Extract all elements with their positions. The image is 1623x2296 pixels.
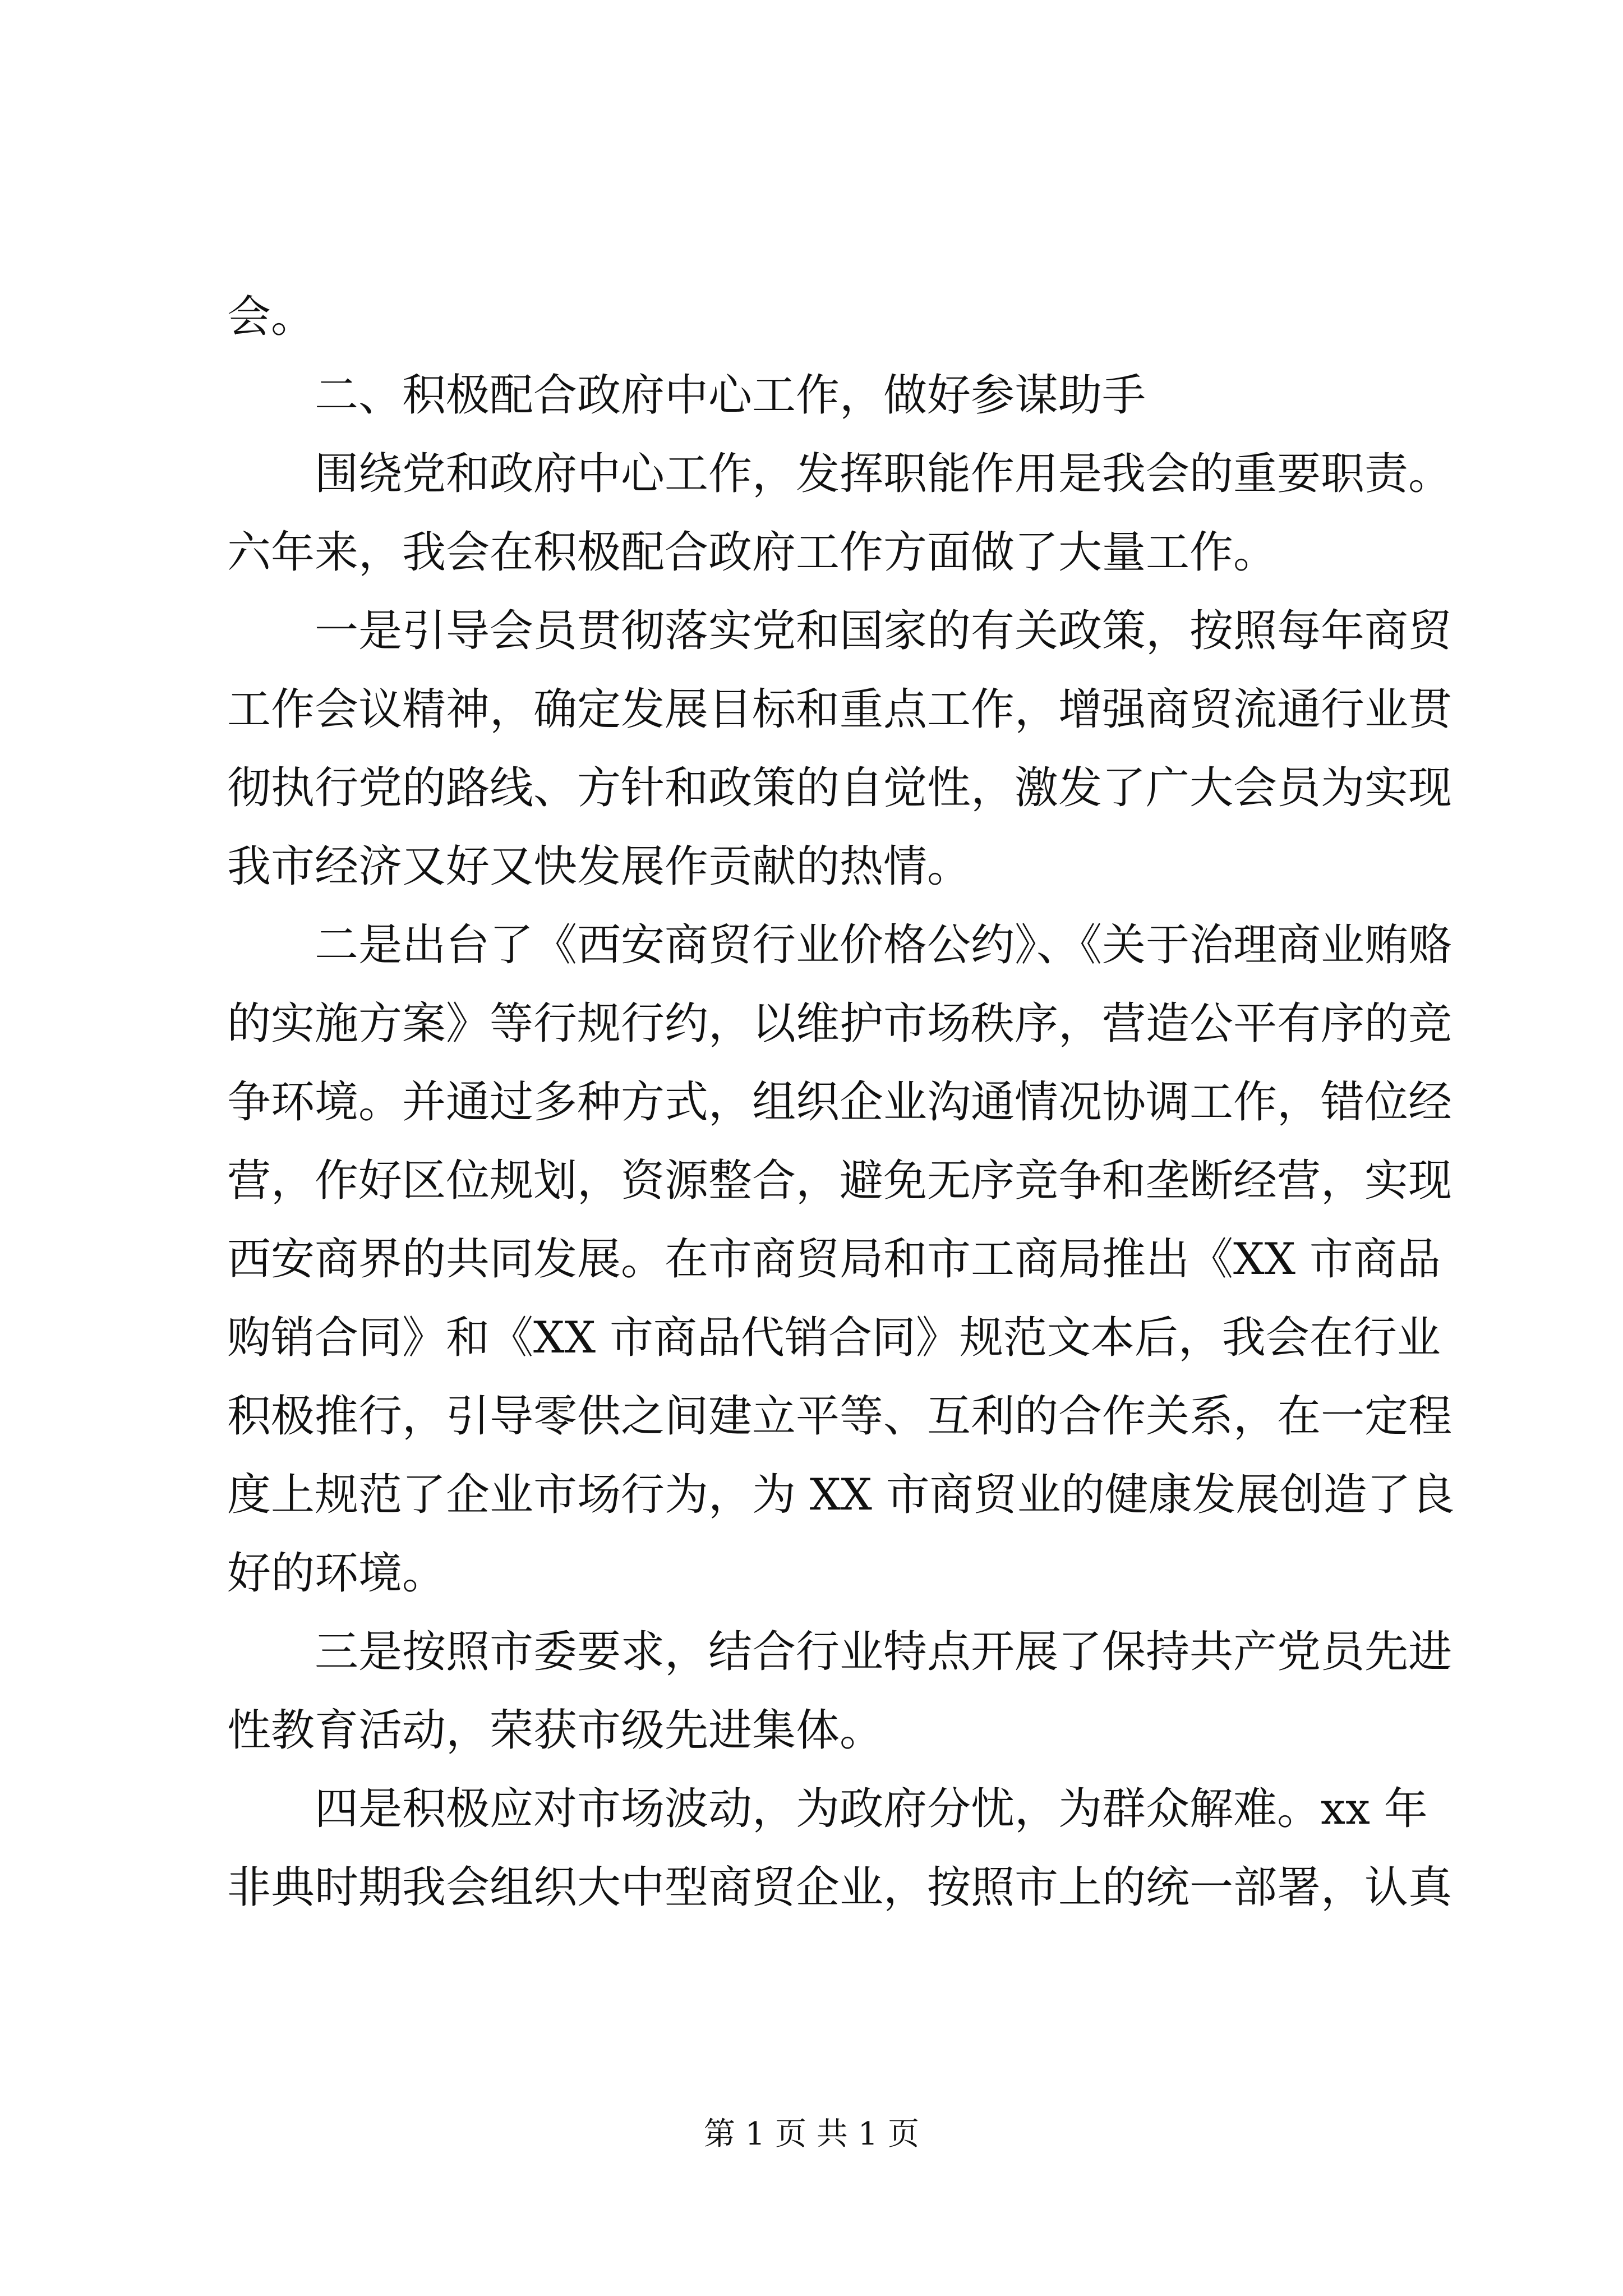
body-line-3: 围绕党和政府中心工作，发挥职能作用是我会的重要职责。 (227, 449, 1453, 499)
body-line-8: 我市经济又好又快发展作贡献的热情。 (227, 841, 971, 892)
body-line-17: 好的环境。 (227, 1548, 446, 1599)
page-footer: 第 1 页 共 1 页 (703, 2116, 920, 2152)
body-line-16: 度上规范了企业市场行为，为 XX 市商贸业的健康发展创造了良 (227, 1470, 1455, 1520)
body-line-15: 积极推行，引导零供之间建立平等、互利的合作关系，在一定程 (227, 1391, 1453, 1442)
body-line-4: 六年来，我会在积极配合政府工作方面做了大量工作。 (227, 527, 1278, 578)
body-line-18: 三是按照市委要求，结合行业特点开展了保持共产党员先进 (227, 1627, 1453, 1677)
body-line-14: 购销合同》和《XX 市商品代销合同》规范文本后，我会在行业 (227, 1313, 1441, 1363)
body-line-6: 工作会议精神，确定发展目标和重点工作，增强商贸流通行业贯 (227, 684, 1453, 735)
body-line-12: 营，作好区位规划，资源整合，避免无序竞争和垄断经营，实现 (227, 1156, 1453, 1206)
body-line-19: 性教育活动，荣获市级先进集体。 (227, 1705, 884, 1756)
body-line-1: 会。 (227, 292, 315, 342)
body-line-21: 非典时期我会组织大中型商贸企业，按照市上的统一部署，认真 (227, 1862, 1453, 1913)
body-line-10: 的实施方案》等行规行约，以维护市场秩序，营造公平有序的竞 (227, 999, 1453, 1049)
section-heading: 二、积极配合政府中心工作，做好参谋助手 (227, 370, 1146, 421)
body-line-13: 西安商界的共同发展。在市商贸局和市工商局推出《XX 市商品 (227, 1234, 1441, 1285)
body-line-20: 四是积极应对市场波动，为政府分忧，为群众解难。xx 年 (227, 1784, 1428, 1834)
body-line-7: 彻执行党的路线、方针和政策的自觉性，激发了广大会员为实现 (227, 763, 1453, 813)
body-line-11: 争环境。并通过多种方式，组织企业沟通情况协调工作，错位经 (227, 1077, 1453, 1128)
body-line-5: 一是引导会员贯彻落实党和国家的有关政策，按照每年商贸 (227, 606, 1453, 656)
body-line-9: 二是出台了《西安商贸行业价格公约》、《关于治理商业贿赂 (227, 920, 1453, 970)
